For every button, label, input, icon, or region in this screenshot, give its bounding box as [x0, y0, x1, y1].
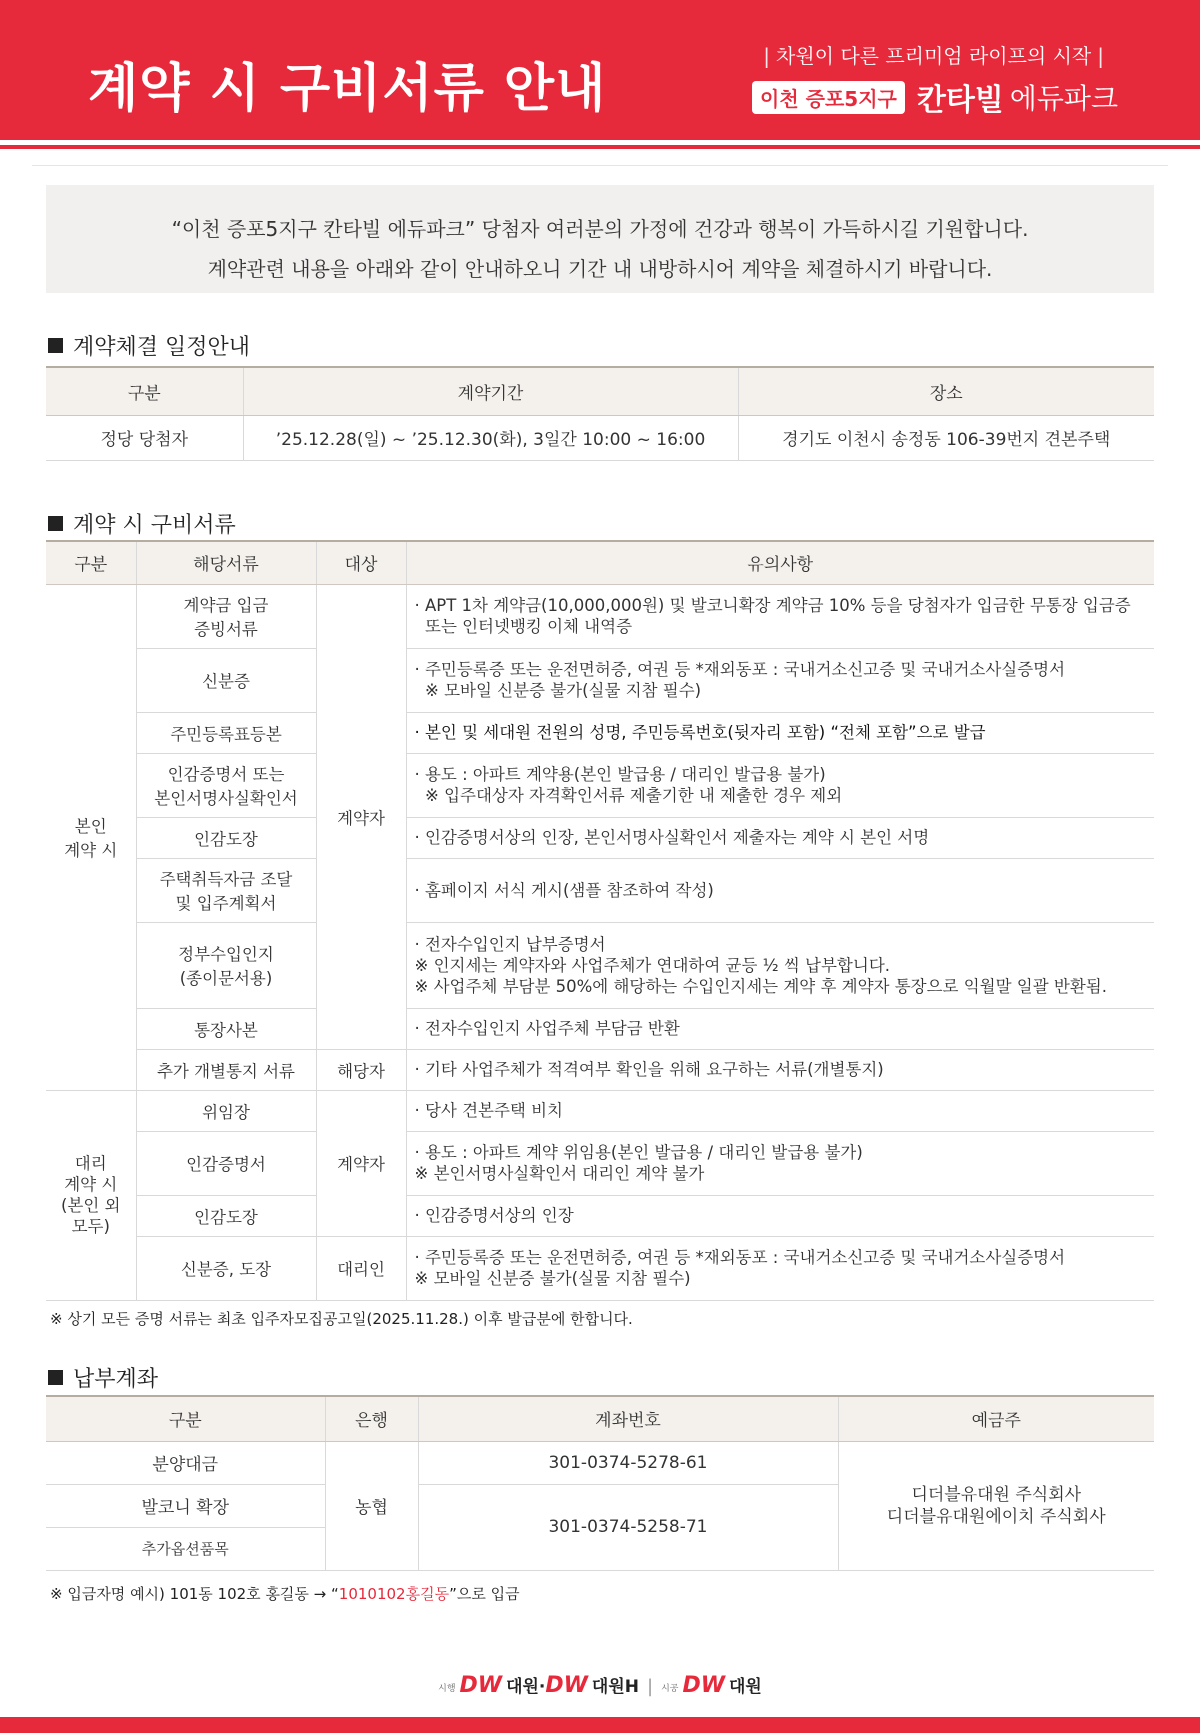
group-label-agent: 대리 계약 시 (본인 외 모두) [46, 1090, 136, 1300]
bank-name: 농협 [325, 1441, 418, 1570]
target-cell: 계약자 [316, 584, 406, 1049]
document-name: 인감도장 [136, 1195, 316, 1236]
account-holder: 디더블유대원 주식회사 디더블유대원에이치 주식회사 [838, 1441, 1154, 1570]
document-note: · 전자수입인지 납부증명서 ※ 인지세는 계약자와 사업주체가 연대하여 균등 ½ 씩 납부합니다. ※ 사업주체 부담분 50%에 해당하는 수입인지세는 계약 후 계약자 통장으로 익월말 일괄 반환됨. [406, 922, 1154, 1008]
column-header: 은행 [325, 1396, 418, 1441]
document-name: 추가 개별통지 서류 [136, 1049, 316, 1090]
column-header: 구분 [46, 367, 243, 415]
document-name: 통장사본 [136, 1008, 316, 1049]
document-name: 신분증 [136, 648, 316, 712]
account-item: 발코니 확장 [46, 1484, 325, 1527]
table-row [46, 858, 1154, 922]
documents-footnote: ※ 상기 모든 증명 서류는 최초 입주자모집공고일(2025.11.28.) 이후 발급분에 한합니다. [50, 1310, 633, 1328]
footer-separator: | [647, 1676, 654, 1697]
table-row [46, 1049, 1154, 1090]
column-header: 해당서류 [136, 541, 316, 584]
brand-badge: 이천 증포5지구 [752, 81, 905, 114]
document-name: 인감증명서 [136, 1131, 316, 1195]
document-name: 주민등록표등본 [136, 712, 316, 753]
account-item: 분양대금 [46, 1441, 325, 1484]
document-note: · 기타 사업주체가 적격여부 확인을 위해 요구하는 서류(개별통지) [406, 1049, 1154, 1090]
header-banner [0, 0, 1200, 140]
account-number: 301-0374-5278-61 [418, 1441, 838, 1484]
page-title: 계약 시 구비서류 안내 [88, 59, 607, 119]
content-top-rule [32, 165, 1168, 166]
section-accounts-title: 납부계좌 [48, 1362, 158, 1393]
account-number: 301-0374-5258-71 [418, 1484, 838, 1570]
account-item: 추가옵션품목 [46, 1527, 325, 1570]
accounts-table [46, 1395, 1154, 1571]
table-cell: 경기도 이천시 송정동 106-39번지 견본주택 [738, 415, 1154, 460]
table-row [46, 584, 1154, 648]
table-row [46, 753, 1154, 817]
table-header-row [46, 541, 1154, 584]
deposit-note: ※ 입금자명 예시) 101동 102호 홍길동 → “1010102홍길동”으로 입금 [50, 1585, 520, 1603]
column-header: 대상 [316, 541, 406, 584]
table-row [46, 1441, 1154, 1484]
column-header: 장소 [738, 367, 1154, 415]
deposit-example: 1010102홍길동 [338, 1585, 450, 1603]
documents-table [46, 540, 1154, 1301]
column-header: 계좌번호 [418, 1396, 838, 1441]
document-note: · 전자수입인지 사업주체 부담금 반환 [406, 1008, 1154, 1049]
table-row [46, 648, 1154, 712]
document-note: · 인감증명서상의 인장, 본인서명사실확인서 제출자는 계약 시 본인 서명 [406, 817, 1154, 858]
table-header-row [46, 1396, 1154, 1441]
developer-label: 시행 [438, 1683, 456, 1694]
intro-box [46, 185, 1154, 293]
dot: · [538, 1677, 546, 1697]
table-row [46, 415, 1154, 460]
company-name: 대원 [506, 1677, 539, 1697]
company-name: 대원 [729, 1677, 762, 1697]
document-note: · APT 1차 계약금(10,000,000원) 및 발코니확장 계약금 10% 등을 당첨자가 입금한 무통장 입금증 또는 인터넷뱅킹 이체 내역증 [406, 584, 1154, 648]
builder-label: 시공 [661, 1683, 679, 1694]
document-note: · 용도 : 아파트 계약 위임용(본인 발급용 / 대리인 발급용 불가) ※ 본인서명사실확인서 대리인 계약 불가 [406, 1131, 1154, 1195]
document-name: 인감증명서 또는 본인서명사실확인서 [136, 753, 316, 817]
dw-logo-icon: DW [545, 1673, 588, 1698]
dw-logo-icon: DW [682, 1673, 725, 1698]
table-row [46, 922, 1154, 1008]
square-bullet-icon [48, 516, 63, 531]
header-divider [0, 145, 1200, 149]
dw-logo-icon: DW [459, 1673, 503, 1698]
target-cell: 계약자 [316, 1090, 406, 1236]
document-note: · 용도 : 아파트 계약용(본인 발급용 / 대리인 발급용 불가) ※ 입주대상자 자격확인서류 제출기한 내 제출한 경우 제외 [406, 753, 1154, 817]
group-label-self: 본인 계약 시 [46, 584, 136, 1090]
intro-line-1: “이천 증포5지구 칸타빌 에듀파크” 당첨자 여러분의 가정에 건강과 행복이 가득하시길 기원합니다. [171, 217, 1029, 241]
document-note: · 주민등록증 또는 운전면허증, 여권 등 *재외동포 : 국내거소신고증 및 국내거소사실증명서 ※ 모바일 신분증 불가(실물 지참 필수) [406, 1236, 1154, 1300]
target-cell: 해당자 [316, 1049, 406, 1090]
header-slogan: | 차원이 다른 프리미엄 라이프의 시작 | [763, 44, 1104, 68]
document-name: 위임장 [136, 1090, 316, 1131]
table-row [46, 1008, 1154, 1049]
section-schedule-title: 계약체결 일정안내 [48, 330, 250, 361]
table-row [46, 1236, 1154, 1300]
slogan-text: 차원이 다른 프리미엄 라이프의 시작 [776, 44, 1092, 68]
intro-line-2: 계약관련 내용을 아래와 같이 안내하오니 기간 내 내방하시어 계약을 체결하시기 바랍니다. [207, 257, 993, 281]
schedule-table [46, 366, 1154, 461]
section-documents-title: 계약 시 구비서류 [48, 508, 236, 539]
table-row [46, 712, 1154, 753]
document-name: 인감도장 [136, 817, 316, 858]
brand-name: 칸타빌 [916, 83, 1004, 118]
company-name: 대원H [591, 1677, 639, 1697]
column-header: 구분 [46, 1396, 325, 1441]
document-name: 계약금 입금 증빙서류 [136, 584, 316, 648]
column-header: 유의사항 [406, 541, 1154, 584]
document-name: 주택취득자금 조달 및 입주계획서 [136, 858, 316, 922]
document-note: · 인감증명서상의 인장 [406, 1195, 1154, 1236]
table-row [46, 1195, 1154, 1236]
column-header: 구분 [46, 541, 136, 584]
table-cell: 정당 당첨자 [46, 415, 243, 460]
square-bullet-icon [48, 1370, 63, 1385]
table-header-row [46, 367, 1154, 415]
column-header: 계약기간 [243, 367, 738, 415]
column-header: 예금주 [838, 1396, 1154, 1441]
document-note: · 본인 및 세대원 전원의 성명, 주민등록번호(뒷자리 포함) “전체 포함”으로 발급 [406, 712, 1154, 753]
document-note: · 당사 견본주택 비치 [406, 1090, 1154, 1131]
document-note: · 홈페이지 서식 게시(샘플 참조하여 작성) [406, 858, 1154, 922]
brand-logo [752, 80, 1118, 118]
document-name: 신분증, 도장 [136, 1236, 316, 1300]
footer-bar [0, 1717, 1200, 1733]
table-cell: ’25.12.28(일) ~ ’25.12.30(화), 3일간 10:00 ~ 16:00 [243, 415, 738, 460]
footer-logos [0, 1672, 1200, 1698]
table-row [46, 1090, 1154, 1131]
document-note: · 주민등록증 또는 운전면허증, 여권 등 *재외동포 : 국내거소신고증 및 국내거소사실증명서 ※ 모바일 신분증 불가(실물 지참 필수) [406, 648, 1154, 712]
table-row [46, 817, 1154, 858]
table-row [46, 1131, 1154, 1195]
brand-sub: 에듀파크 [1009, 82, 1118, 115]
square-bullet-icon [48, 338, 63, 353]
target-cell: 대리인 [316, 1236, 406, 1300]
document-name: 정부수입인지 (종이문서용) [136, 922, 316, 1008]
